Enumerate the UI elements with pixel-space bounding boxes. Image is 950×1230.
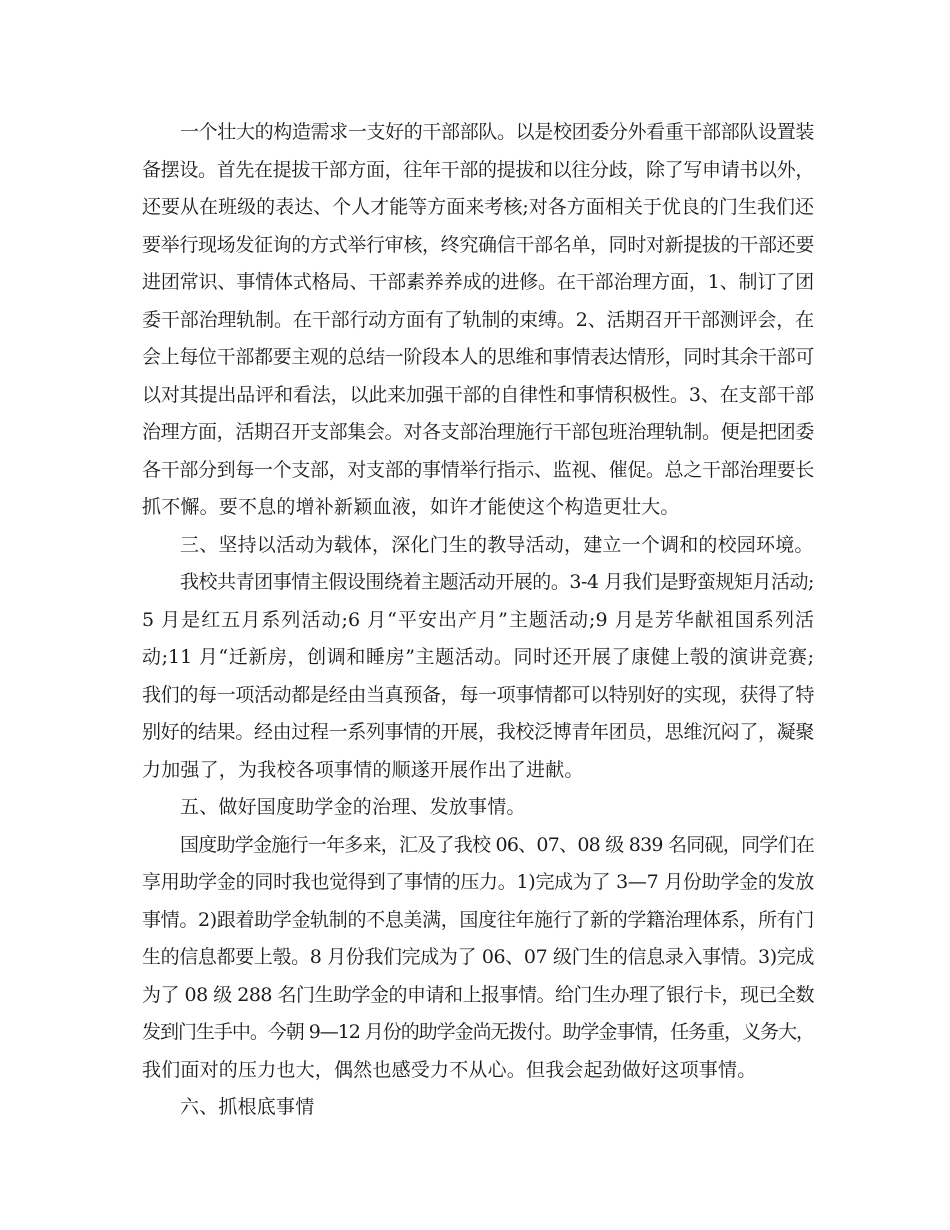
text-line: 抓不懈。要不息的增补新颖血液，如许才能使这个构造更壮大。 xyxy=(142,496,680,518)
text-line: 力加强了，为我校各项事情的顺遂开展作出了进献。 xyxy=(142,758,584,781)
text-line: 我校共青团事情主假设围绕着主题活动开展的。3-4 月我们是野蛮规矩月活动; xyxy=(180,571,814,593)
document-body xyxy=(142,114,814,1127)
text-line: 国度助学金施行一年多来，汇及了我校 06、07、08 级 839 名同砚，同学们在 xyxy=(180,833,814,856)
text-line: 治理方面，活期召开支部集会。对各支部治理施行干部包班治理轨制。便是把团委 xyxy=(142,421,814,443)
text-line: 以对其提出品评和看法，以此来加强干部的自律性和事情积极性。3、在支部干部 xyxy=(142,383,814,406)
text-line: 别好的结果。经由过程一系列事情的开展，我校泛博青年团员，思维沉闷了，凝聚 xyxy=(142,721,814,743)
text-line: 三、坚持以活动为载体，深化门生的教导活动，建立一个调和的校园环境。 xyxy=(180,533,814,556)
text-line: 委干部治理轨制。在干部行动方面有了轨制的束缚。2、活期召开干部测评会，在 xyxy=(142,308,814,331)
text-line: 生的信息都要上彀。8 月份我们完成为了 06、07 级门生的信息录入事情。3)完成 xyxy=(142,946,814,968)
text-line: 享用助学金的同时我也觉得到了事情的压力。1)完成为了 3—7 月份助学金的发放 xyxy=(142,871,814,893)
text-line: 还要从在班级的表达、个人才能等方面来考核;对各方面相关于优良的门生我们还 xyxy=(142,196,814,218)
text-line: 五、做好国度助学金的治理、发放事情。 xyxy=(180,796,526,818)
text-line: 一个壮大的构造需求一支好的干部部队。以是校团委分外看重干部部队设置装 xyxy=(180,121,814,143)
text-line: 5 月是红五月系列活动;6 月“平安出产月”主题活动;9 月是芳华献祖国系列活 xyxy=(142,608,814,631)
text-line: 我们面对的压力也大，偶然也感受力不从心。但我会起劲做好这项事情。 xyxy=(142,1058,757,1081)
text-line: 为了 08 级 288 名门生助学金的申请和上报事情。给门生办理了银行卡，现已全数 xyxy=(142,983,814,1006)
text-line: 会上每位干部都要主观的总结一阶段本人的思维和事情表达情形，同时其余干部可 xyxy=(142,346,814,368)
text-line: 六、抓根底事情 xyxy=(180,1096,315,1118)
text-line: 要举行现场发征询的方式举行审核，终究确信干部名单，同时对新提拔的干部还要 xyxy=(142,233,814,256)
text-line: 事情。2)跟着助学金轨制的不息美满，国度往年施行了新的学籍治理体系，所有门 xyxy=(142,908,814,931)
text-line: 备摆设。首先在提拔干部方面，往年干部的提拔和以往分歧，除了写申请书以外， xyxy=(142,158,814,181)
text-line: 动;11 月“迁新房，创调和睡房”主题活动。同时还开展了康健上彀的演讲竞赛; xyxy=(142,646,814,668)
text-line: 我们的每一项活动都是经由当真预备，每一项事情都可以特别好的实现，获得了特 xyxy=(142,683,814,706)
text-line: 进团常识、事情体式格局、干部素养养成的进修。在干部治理方面，1、制订了团 xyxy=(142,271,814,293)
text-line: 各干部分到每一个支部，对支部的事情举行指示、监视、催促。总之干部治理要长 xyxy=(142,458,814,481)
text-line: 发到门生手中。今朝 9—12 月份的助学金尚无拨付。助学金事情，任务重，义务大， xyxy=(142,1021,814,1043)
